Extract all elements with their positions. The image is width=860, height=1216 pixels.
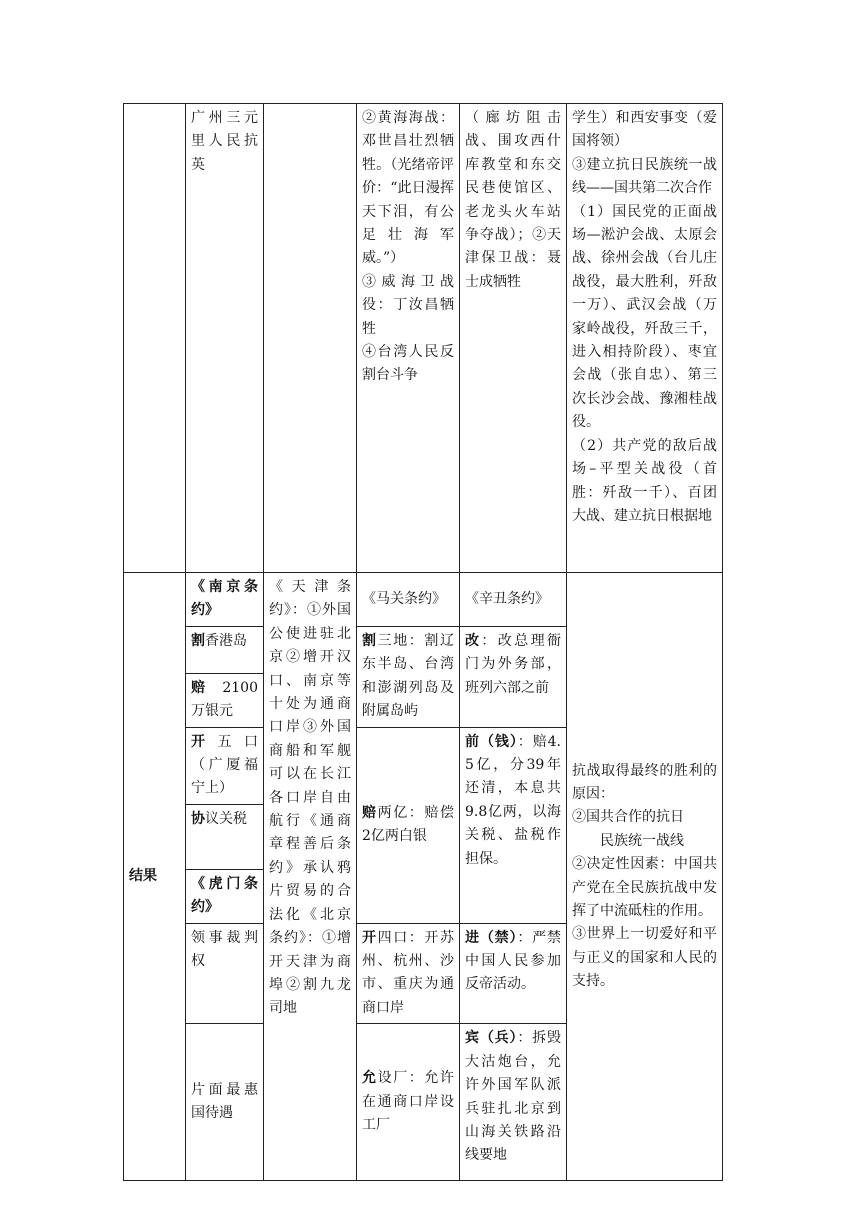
key-kai: 开	[191, 733, 218, 750]
maguan-text-kai: 四口：开苏州、杭州、沙市、重庆为通商口岸	[362, 929, 455, 1016]
maguan-item-ge	[357, 626, 460, 727]
top-line-3: （1）国民党的正面战场—淞沪会战、太原会战、徐州会战（台儿庄战役，最大胜利，歼敌一万）、武汉会战（万家岭战役，歼敌三千，进入相持阶段）、枣宜会战（张自忠）、第三次长沙会战、豫湘桂战役。	[572, 203, 717, 431]
maguan-key-kai: 开	[362, 929, 378, 946]
tianjin-treaty-cell: 《天津条约》：①外国公使进驻北京②增开汉口、南京等十处为通商口岸③外国商船和军舰可以在长江各口岸自由航行《通商章程善后条约》承认鸦片贸易的合法化《北京条约》：①增开天津为商埠②割九龙司地	[264, 573, 357, 1181]
nanjing-item-pei	[186, 673, 264, 727]
maguan-text-ge: 三地：割辽东半岛、台湾和澎湖列岛及附属岛屿	[362, 632, 455, 720]
xinchou-text-gai: ：改总理衙门为外务部，班列六部之前	[465, 632, 562, 696]
nanjing-item-kai	[186, 727, 264, 804]
maguan-item-yun	[357, 1024, 460, 1181]
history-table	[123, 103, 723, 1181]
xinchou-item-bing	[460, 1024, 567, 1181]
top-cell-boxer: （廊坊阻击战、围攻西什库教堂和东交民巷使馆区、老龙头火车站争夺战）；②天津保卫战：聂士成牺牲	[460, 104, 567, 573]
victory-line-1: 抗战取得最终的胜利的原因：	[572, 762, 717, 803]
result-label: 结果	[124, 573, 186, 1181]
maguan-text-pei: 两亿：赔偿2亿两白银	[362, 804, 455, 845]
maguan-item-kai	[357, 923, 460, 1024]
maguan-key-ge: 割	[362, 632, 378, 649]
text-pei: 2100万银元	[191, 679, 258, 720]
victory-line-4: ②决定性因素：中国共产党在全民族抗战中发挥了中流砥柱的作用。	[572, 856, 717, 920]
top-row	[124, 104, 723, 573]
top-cell-sanyuanli: 广州三元里人民抗英	[186, 104, 264, 573]
top-cell-empty	[264, 104, 357, 573]
maguan-key-yun: 允	[362, 1070, 378, 1087]
top-item-huanghai: ②黄海海战：邓世昌壮烈牺牲。（光绪帝评价：“此日漫挥天下泪，有公足壮海军威。”）	[362, 110, 454, 267]
top-line-1: 学生）和西安事变（爱国将领）	[572, 110, 717, 150]
xinchou-key-jin: 进（禁）	[465, 929, 518, 946]
xinchou-item-gai	[460, 626, 567, 727]
victory-line-5: ③世界上一切爱好和平与正义的国家和人民的支持。	[572, 926, 717, 990]
nanjing-title: 《南京条约》	[186, 573, 264, 627]
victory-cell	[567, 573, 723, 1181]
top-item-taiwan: ④台湾人民反割台斗争	[362, 344, 454, 384]
xinchou-title: 《辛丑条约》	[460, 573, 567, 627]
xinchou-text-jin: ：严禁中国人民参加反帝活动。	[465, 929, 562, 993]
xinchou-key-bing: 宾（兵）	[465, 1030, 518, 1047]
text-kai: 五口（广厦福宁上）	[191, 733, 258, 797]
top-label-cell	[124, 104, 186, 573]
key-ge: 割	[191, 632, 205, 649]
top-cell-anti-japanese	[567, 104, 723, 573]
victory-line-3: 民族统一战线	[600, 832, 684, 849]
xinchou-text-bing: ：拆毁大沽炮台，允许外国军队派兵驻扎北京到山海关铁路沿线要地	[465, 1030, 562, 1164]
result-row-1	[124, 573, 723, 627]
humen-title: 《虎门条约》	[186, 869, 264, 923]
text-ge: 香港岛	[205, 632, 247, 649]
text-xie: 议关税	[205, 810, 247, 827]
maguan-item-pei	[357, 727, 460, 923]
victory-line-2: ②国共合作的抗日	[572, 809, 684, 826]
xinchou-item-qian	[460, 727, 567, 923]
key-xie: 协	[191, 810, 205, 827]
top-line-2: ③建立抗日民族统一战线——国共第二次合作	[572, 156, 717, 197]
maguan-key-pei: 赔	[362, 804, 378, 821]
humen-item-2: 片面最惠国待遇	[186, 1024, 264, 1181]
nanjing-item-ge	[186, 626, 264, 673]
top-line-4: （2）共产党的敌后战场–平型关战役（首胜：歼敌一千）、百团大战、建立抗日根据地	[572, 437, 717, 524]
top-item-weihaiwei: ③威海卫战役：丁汝昌牺牲	[362, 273, 454, 337]
key-pei: 赔	[191, 679, 212, 696]
nanjing-item-xie	[186, 804, 264, 869]
xinchou-key-qian: 前（钱）	[465, 733, 518, 750]
xinchou-key-gai: 改	[465, 632, 482, 649]
maguan-title: 《马关条约》	[357, 573, 460, 627]
xinchou-item-jin	[460, 923, 567, 1024]
xinchou-text-qian: ：赔4.5亿，分39年还清，本息共9.8亿两，以海关税、盐税作担保。	[465, 733, 562, 867]
maguan-text-yun: 设厂：允许在通商口岸设工厂	[362, 1070, 455, 1133]
humen-item-1: 领事裁判权	[186, 923, 264, 1024]
top-cell-sino-japanese	[357, 104, 460, 573]
